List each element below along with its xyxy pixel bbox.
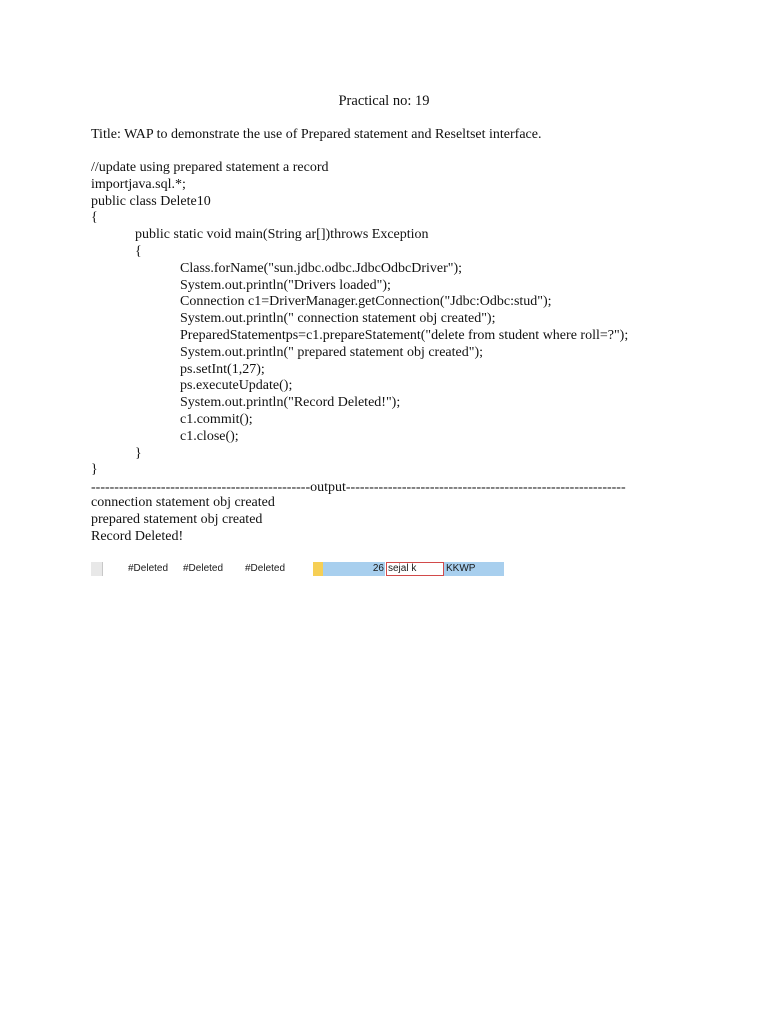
practical-title: Title: WAP to demonstrate the use of Prepared statement and Reseltset interface. [91, 127, 542, 142]
name-cell: sejal k [386, 562, 444, 576]
code-line: PreparedStatementps=c1.prepareStatement("delete from student where roll=?"); [180, 327, 629, 343]
output-separator: -----------------------------------------------output------------------------------------------------------------ [91, 480, 626, 495]
program-output [91, 495, 275, 545]
output-line: connection statement obj created [91, 495, 275, 510]
row-header-cell [91, 562, 103, 576]
roll-cell: 26 [323, 562, 385, 576]
code-line: System.out.println("Record Deleted!"); [180, 395, 401, 411]
practical-heading: Practical no: 19 [338, 93, 430, 109]
code-line: } [91, 462, 98, 478]
deleted-cell-a: #Deleted [128, 563, 169, 574]
code-line: public static void main(String ar[])throws Exception [135, 227, 429, 243]
deleted-cell-c: #Deleted [245, 563, 286, 574]
code-line: Class.forName("sun.jdbc.odbc.JdbcOdbcDriver"); [180, 260, 463, 276]
code-line: } [135, 445, 142, 461]
code-line: public class Delete10 [91, 193, 211, 209]
code-line: //update using prepared statement a record [91, 160, 329, 175]
code-line: System.out.println("Drivers loaded"); [180, 277, 391, 293]
code-line: { [135, 243, 142, 259]
output-line: Record Deleted! [91, 528, 184, 544]
code-line: System.out.println(" connection statement obj created"); [180, 311, 496, 327]
output-line: prepared statement obj created [91, 511, 263, 527]
code-line: { [91, 210, 98, 226]
college-cell: KKWP [444, 562, 504, 576]
code-line: c1.close(); [180, 428, 239, 444]
code-line: Connection c1=DriverManager.getConnection("Jdbc:Odbc:stud"); [180, 294, 552, 310]
code-line: importjava.sql.*; [91, 176, 186, 192]
highlight-flag-cell [313, 562, 323, 576]
deleted-cell-b: #Deleted [183, 563, 224, 574]
code-line: c1.commit(); [180, 411, 253, 427]
code-listing [91, 160, 628, 479]
code-line: System.out.println(" prepared statement obj created"); [180, 344, 484, 360]
spreadsheet-snippet [91, 562, 504, 576]
code-line: ps.setInt(1,27); [180, 361, 265, 377]
code-line: ps.executeUpdate(); [180, 378, 293, 394]
